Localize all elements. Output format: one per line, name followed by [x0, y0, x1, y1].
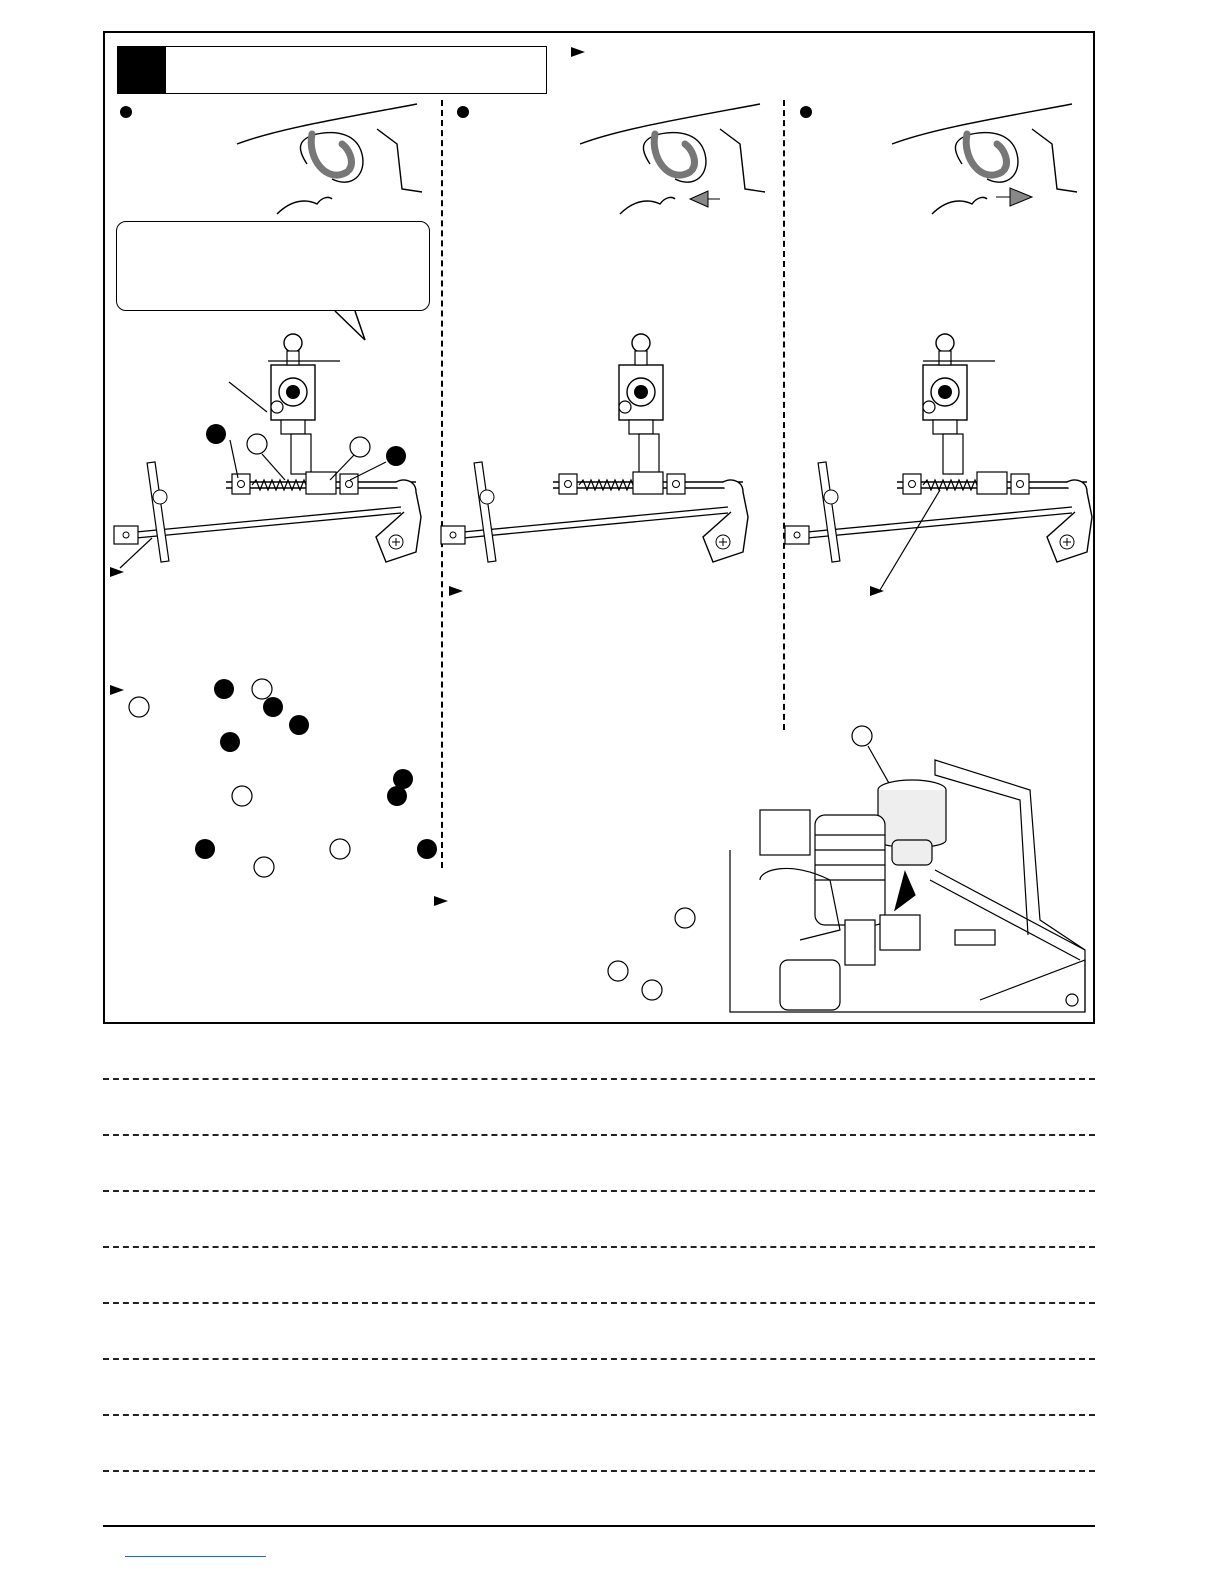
linkage-right: [785, 462, 1092, 562]
open-circle-marker-icon: [129, 434, 872, 1000]
arrow-right-icon: [996, 188, 1032, 206]
callout-tail: [335, 311, 365, 340]
linkage-middle: [441, 462, 748, 562]
arrow-left-icon: [690, 191, 720, 207]
notes-line: [103, 1190, 1095, 1192]
triangle-pointer-icon: [449, 586, 463, 596]
notes-line: [103, 1414, 1095, 1416]
trigger-hand-left: [237, 104, 422, 214]
notes-line: [103, 1302, 1095, 1304]
notes-line: [103, 1358, 1095, 1360]
engine-illustration: [730, 760, 1085, 1012]
notes-line: [103, 1134, 1095, 1136]
gap-indicators: [229, 361, 995, 412]
linkage-left: [114, 462, 421, 562]
triangle-pointer-icon: [110, 567, 124, 577]
triangle-pointer-icon: [571, 47, 585, 57]
trigger-hand-middle: [580, 104, 765, 214]
servo-assembly-left: [271, 334, 315, 474]
footer-page-link[interactable]: [125, 1556, 266, 1557]
triangle-pointer-icon: [434, 896, 448, 906]
notes-line: [103, 1470, 1095, 1472]
notes-line: [103, 1078, 1095, 1080]
servo-assembly-middle: [619, 334, 663, 474]
triangle-pointer-icon: [110, 685, 124, 695]
trigger-hand-right: [892, 104, 1077, 214]
notes-line: [103, 1246, 1095, 1248]
servo-assembly-right: [923, 334, 967, 474]
footer-rule: [103, 1525, 1095, 1527]
